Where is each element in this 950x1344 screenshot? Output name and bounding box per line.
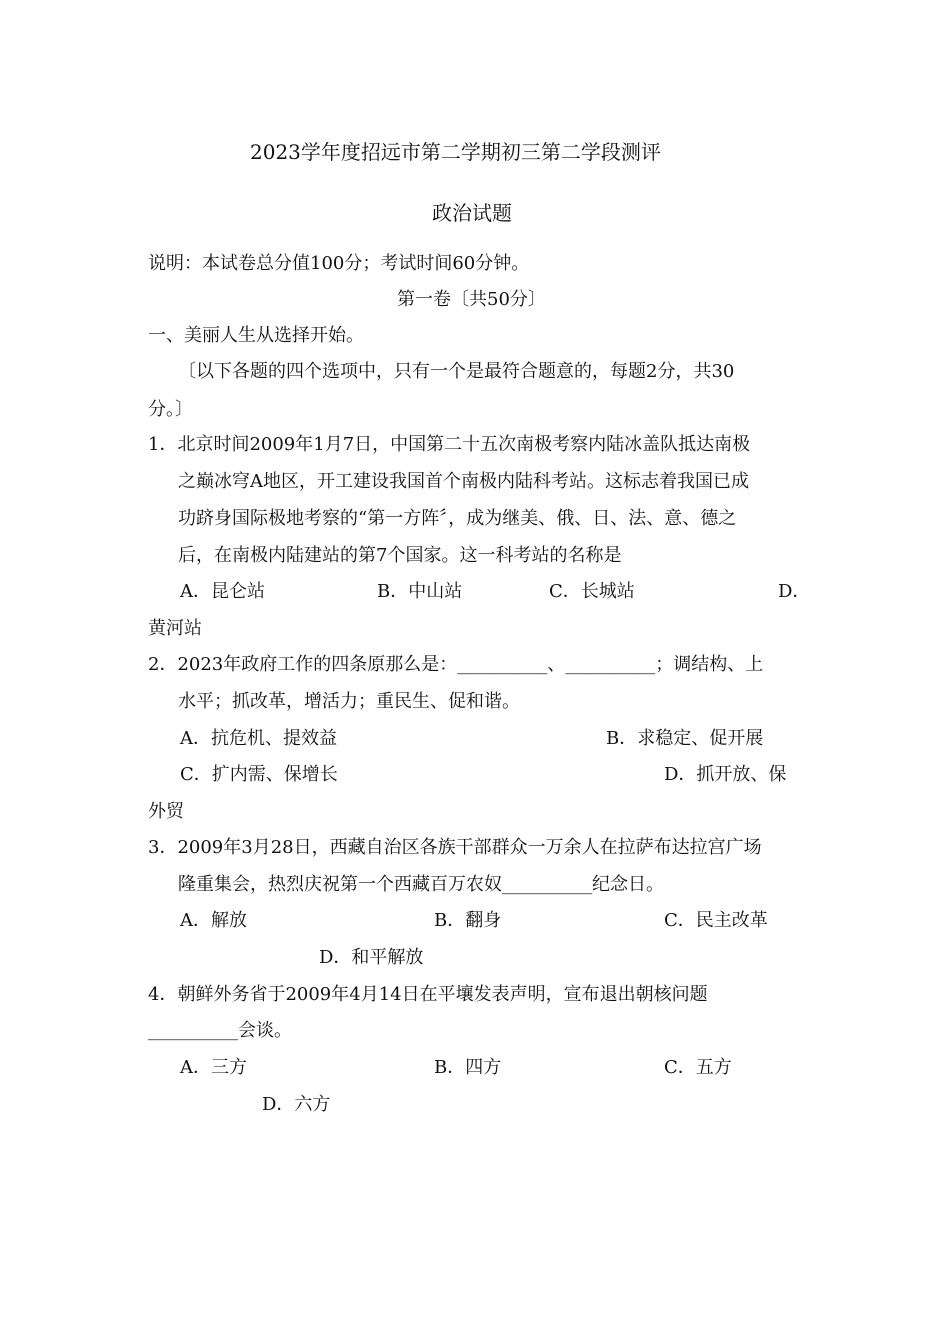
page-title: 2023学年度招远市第二学期初三第二学段测评	[250, 140, 661, 164]
exam-note: 说明：本试卷总分值100分；考试时间60分钟。	[148, 253, 530, 274]
q3-option-d: D．和平解放	[319, 947, 424, 968]
q4-option-b: B．四方	[434, 1057, 502, 1078]
instruction-line-2: 分。〕	[148, 399, 193, 420]
q3-option-c: C．民主改革	[664, 910, 768, 931]
q2-stem-line-1: 2．2023年政府工作的四条原那么是：__________、__________；调结构、上	[148, 654, 764, 675]
q2-option-d-line-2: 外贸	[148, 801, 184, 822]
q3-option-a: A．解放	[180, 910, 247, 931]
q1-option-c: C．长城站	[549, 581, 635, 602]
q1-stem-line-2: 之巅冰穹A地区，开工建设我国首个南极内陆科考站。这标志着我国已成	[178, 471, 749, 492]
q3-option-b: B．翻身	[434, 910, 502, 931]
q1-stem-line-1: 1．北京时间2009年1月7日，中国第二十五次南极考察内陆冰盖队抵达南极	[148, 434, 751, 455]
q4-stem-line-2: __________会谈。	[148, 1020, 292, 1041]
q2-option-d-line-1: D．抓开放、保	[664, 764, 787, 785]
q3-stem-line-2: 隆重集会，热烈庆祝第一个西藏百万农奴__________纪念日。	[178, 874, 664, 895]
q2-option-a: A．抗危机、提效益	[180, 728, 337, 749]
q4-option-d: D．六方	[262, 1094, 331, 1115]
q1-option-b: B．中山站	[377, 581, 463, 602]
q4-stem-line-1: 4．朝鲜外务省于2009年4月14日在平壤发表声明，宣布退出朝核问题	[148, 984, 708, 1005]
q3-stem-line-1: 3．2009年3月28日，西藏自治区各族干部群众一万余人在拉萨布达拉宫广场	[148, 837, 762, 858]
q2-option-b: B．求稳定、促开展	[606, 728, 764, 749]
q4-option-c: C．五方	[664, 1057, 732, 1078]
q1-option-d-text: 黄河站	[148, 618, 202, 639]
instruction-line-1: 〔以下各题的四个选项中，只有一个是最符合题意的，每题2分，共30	[178, 361, 735, 382]
q1-option-a: A．昆仑站	[180, 581, 265, 602]
section-heading: 第一卷〔共50分〕	[397, 289, 546, 310]
q1-stem-line-3: 功跻身国际极地考察的“第一方阵〞，成为继美、俄、日、法、意、德之	[178, 508, 737, 529]
q1-option-d-letter: D．	[778, 581, 811, 602]
q2-option-c: C．扩内需、保增长	[180, 764, 338, 785]
part-heading: 一、美丽人生从选择开始。	[148, 325, 364, 346]
q2-stem-line-2: 水平；抓改革，增活力；重民生、促和谐。	[178, 691, 520, 712]
q1-stem-line-4: 后，在南极内陆建站的第7个国家。这一科考站的名称是	[178, 545, 622, 566]
q4-option-a: A．三方	[180, 1057, 247, 1078]
page-subtitle: 政治试题	[432, 201, 512, 225]
